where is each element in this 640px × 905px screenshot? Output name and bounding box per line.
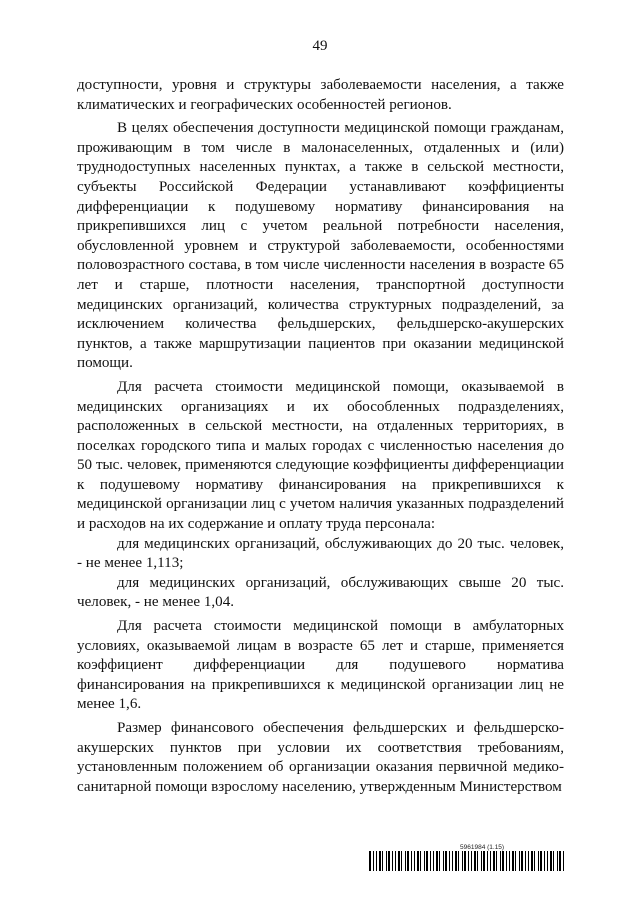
paragraph-continuation: доступности, уровня и структуры заболеваемости населения, а также климатических и географических особенностей регионов.: [77, 77, 564, 113]
paragraph: В целях обеспечения доступности медицинской помощи гражданам, проживающим в том числе в малонаселенных, отдаленных и (или) труднодоступных населенных пунктах, а также в сельской местности, субъекты Российской Федерации устанавливают коэффициенты дифференциации к подушевому нормативу финансирования на прикрепившихся лиц с учетом реальной потребности населения, обусловленной уровнем и структурой заболеваемости, особенностями половозрастного состава, в том числе численности населения в возрасте 65 лет и старше, плотности населения, транспортной доступности медицинских организаций, количества структурных подразделений, за исключением количества фельдшерских, фельдшерско-акушерских пунктов, а также маршрутизации пациентов при оказании медицинской помощи.: [77, 120, 564, 372]
list-item: для медицинских организаций, обслуживающих до 20 тыс. человек, - не менее 1,113;: [77, 535, 564, 572]
document-code: 5961984 (1.15): [460, 844, 505, 851]
page-number: 49: [312, 38, 328, 54]
paragraph: Для расчета стоимости медицинской помощи, оказываемой в медицинских организациях и их обособленных подразделениях, расположенных в сельской местности, на отдаленных территориях, в поселках городского типа и малых городах с численностью населения до 50 тыс. человек, применяются следующие коэффициенты дифференциации к подушевому нормативу финансирования на прикрепившихся к медицинской организации лиц с учетом наличия указанных подразделений и расходов на их содержание и оплату труда персонала:: [77, 378, 564, 533]
paragraph: Размер финансового обеспечения фельдшерских и фельдшерско-акушерских пунктов при условии их соответствия требованиям, установленным положением об организации оказания первичной медико-санитарной помощи взрослому населению, утвержденным Министерством: [77, 720, 564, 795]
list-item: для медицинских организаций, обслуживающих свыше 20 тыс. человек, - не менее 1,04.: [77, 574, 564, 611]
paragraph: Для расчета стоимости медицинской помощи в амбулаторных условиях, оказываемой лицам в возрасте 65 лет и старше, применяется коэффициент дифференциации для подушевого норматива финансирования на прикрепившихся к медицинской организации лиц не менее 1,6.: [77, 618, 564, 713]
barcode: [369, 851, 564, 871]
document-body: [77, 76, 564, 797]
